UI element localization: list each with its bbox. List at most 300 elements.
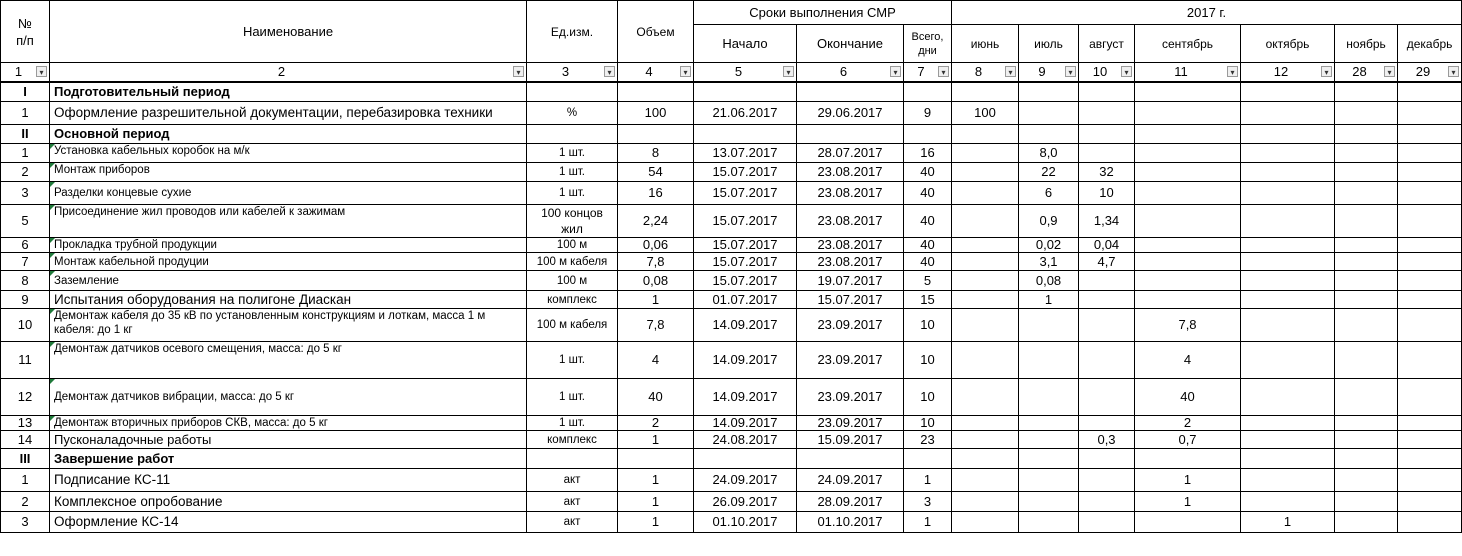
month-value-cell	[1398, 512, 1462, 533]
start-date-cell: 13.07.2017	[694, 144, 797, 163]
unit-cell: комплекс	[527, 431, 618, 449]
month-value-cell	[952, 271, 1019, 291]
month-value-cell	[1398, 163, 1462, 182]
volume-cell: 54	[618, 163, 694, 182]
month-value-cell	[952, 253, 1019, 271]
section-number: II	[1, 125, 50, 144]
days-cell: 40	[904, 253, 952, 271]
days-cell: 10	[904, 379, 952, 416]
month-value-cell	[952, 238, 1019, 253]
month-value-cell	[1241, 238, 1335, 253]
month-value-cell	[952, 342, 1019, 379]
column-number-cell	[797, 63, 904, 82]
filter-dropdown-icon[interactable]: ▾	[1384, 66, 1395, 77]
month-value-cell	[1019, 469, 1079, 492]
month-value-cell	[1241, 492, 1335, 512]
header-year: 2017 г.	[952, 1, 1462, 25]
month-value-cell	[952, 512, 1019, 533]
month-value-cell	[1335, 163, 1398, 182]
empty-cell	[1241, 449, 1335, 469]
month-value-cell	[1135, 238, 1241, 253]
end-date-cell: 19.07.2017	[797, 271, 904, 291]
unit-cell: 1 шт.	[527, 182, 618, 205]
work-name: Оформление разрешительной документации, перебазировка техники	[50, 102, 527, 125]
month-value-cell: 1	[1135, 492, 1241, 512]
end-date-cell: 15.07.2017	[797, 291, 904, 309]
start-date-cell: 14.09.2017	[694, 342, 797, 379]
month-value-cell	[1241, 309, 1335, 342]
month-value-cell: 0,9	[1019, 205, 1079, 238]
header-name: Наименование	[50, 1, 527, 63]
month-value-cell	[952, 492, 1019, 512]
month-value-cell	[1241, 144, 1335, 163]
month-value-cell	[1398, 102, 1462, 125]
month-value-cell	[1398, 416, 1462, 431]
month-value-cell	[1241, 102, 1335, 125]
column-number: 5	[734, 63, 743, 79]
work-name: Прокладка трубной продукции	[50, 238, 527, 253]
filter-dropdown-icon[interactable]: ▾	[1065, 66, 1076, 77]
month-value-cell	[1335, 182, 1398, 205]
month-value-cell	[1335, 144, 1398, 163]
month-value-cell	[1335, 291, 1398, 309]
month-value-cell: 4,7	[1079, 253, 1135, 271]
empty-cell	[1398, 82, 1462, 102]
work-name: Присоединение жил проводов или кабелей к зажимам	[50, 205, 527, 238]
empty-cell	[1079, 82, 1135, 102]
column-number-cell	[1079, 63, 1135, 82]
header-end: Окончание	[797, 25, 904, 63]
volume-cell: 7,8	[618, 253, 694, 271]
filter-dropdown-icon[interactable]: ▾	[604, 66, 615, 77]
header-unit: Ед.изм.	[527, 1, 618, 63]
days-cell: 40	[904, 238, 952, 253]
header-start: Начало	[694, 25, 797, 63]
filter-dropdown-icon[interactable]: ▾	[890, 66, 901, 77]
month-value-cell	[1335, 205, 1398, 238]
work-name: Подписание КС-11	[50, 469, 527, 492]
days-cell: 23	[904, 431, 952, 449]
month-value-cell: 10	[1079, 182, 1135, 205]
filter-dropdown-icon[interactable]: ▾	[1121, 66, 1132, 77]
month-value-cell	[952, 291, 1019, 309]
empty-cell	[1079, 125, 1135, 144]
start-date-cell: 24.08.2017	[694, 431, 797, 449]
start-date-cell: 15.07.2017	[694, 163, 797, 182]
month-value-cell	[1241, 291, 1335, 309]
month-value-cell	[1079, 342, 1135, 379]
column-number: 29	[1415, 63, 1431, 79]
empty-cell	[1135, 82, 1241, 102]
start-date-cell: 14.09.2017	[694, 416, 797, 431]
empty-cell	[797, 82, 904, 102]
empty-cell	[952, 449, 1019, 469]
month-value-cell: 4	[1135, 342, 1241, 379]
end-date-cell: 23.08.2017	[797, 182, 904, 205]
filter-dropdown-icon[interactable]: ▾	[1005, 66, 1016, 77]
empty-cell	[1398, 449, 1462, 469]
table-row	[1, 163, 1462, 182]
month-value-cell	[1019, 512, 1079, 533]
work-name: Разделки концевые сухие	[50, 182, 527, 205]
month-value-cell: 0,3	[1079, 431, 1135, 449]
header-month-october: октябрь	[1241, 25, 1335, 63]
empty-cell	[618, 449, 694, 469]
month-value-cell	[1135, 144, 1241, 163]
empty-cell	[1241, 125, 1335, 144]
row-number: 11	[1, 342, 50, 379]
table-row	[1, 309, 1462, 342]
month-value-cell: 32	[1079, 163, 1135, 182]
month-value-cell: 6	[1019, 182, 1079, 205]
month-value-cell	[1335, 431, 1398, 449]
column-number-cell	[952, 63, 1019, 82]
work-name: Пусконаладочные работы	[50, 431, 527, 449]
work-name: Заземление	[50, 271, 527, 291]
month-value-cell	[1335, 271, 1398, 291]
table-row	[1, 431, 1462, 449]
days-cell: 9	[904, 102, 952, 125]
month-value-cell: 0,02	[1019, 238, 1079, 253]
header-month-august: август	[1079, 25, 1135, 63]
work-name: Оформление КС-14	[50, 512, 527, 533]
unit-cell: 100 м кабеля	[527, 253, 618, 271]
month-value-cell	[1135, 291, 1241, 309]
section-title: Основной период	[50, 125, 527, 144]
column-number: 9	[1038, 63, 1046, 79]
month-value-cell	[1079, 469, 1135, 492]
column-number-cell	[50, 63, 527, 82]
month-value-cell	[1241, 205, 1335, 238]
work-name: Комплексное опробование	[50, 492, 527, 512]
empty-cell	[1019, 449, 1079, 469]
filter-dropdown-icon[interactable]: ▾	[783, 66, 794, 77]
month-value-cell	[1079, 416, 1135, 431]
volume-cell: 16	[618, 182, 694, 205]
row-number: 5	[1, 205, 50, 238]
header-no: № п/п	[1, 1, 50, 63]
month-value-cell	[1335, 469, 1398, 492]
end-date-cell: 23.08.2017	[797, 163, 904, 182]
work-name: Демонтаж датчиков вибрации, масса: до 5 кг	[50, 379, 527, 416]
month-value-cell: 0,04	[1079, 238, 1135, 253]
empty-cell	[904, 125, 952, 144]
end-date-cell: 15.09.2017	[797, 431, 904, 449]
volume-cell: 1	[618, 431, 694, 449]
month-value-cell	[1135, 102, 1241, 125]
month-value-cell	[1241, 469, 1335, 492]
start-date-cell: 01.07.2017	[694, 291, 797, 309]
table-row	[1, 238, 1462, 253]
month-value-cell	[952, 309, 1019, 342]
unit-cell: 1 шт.	[527, 163, 618, 182]
table-row	[1, 182, 1462, 205]
month-value-cell: 3,1	[1019, 253, 1079, 271]
month-value-cell: 40	[1135, 379, 1241, 416]
empty-cell	[1335, 449, 1398, 469]
volume-cell: 2,24	[618, 205, 694, 238]
month-value-cell: 1	[1135, 469, 1241, 492]
month-value-cell: 1	[1019, 291, 1079, 309]
month-value-cell	[1135, 253, 1241, 271]
start-date-cell: 15.07.2017	[694, 271, 797, 291]
table-row	[1, 416, 1462, 431]
empty-cell	[1135, 449, 1241, 469]
work-name: Испытания оборудования на полигоне Диаскан	[50, 291, 527, 309]
column-number-cell	[1335, 63, 1398, 82]
month-value-cell	[1398, 144, 1462, 163]
month-value-cell: 1,34	[1079, 205, 1135, 238]
table-row	[1, 492, 1462, 512]
header-terms: Сроки выполнения СМР	[694, 1, 952, 25]
column-number: 8	[974, 63, 983, 79]
column-number-cell	[1241, 63, 1335, 82]
unit-cell: акт	[527, 469, 618, 492]
header-month-july: июль	[1019, 25, 1079, 63]
column-number-row	[1, 63, 1462, 82]
month-value-cell	[1135, 271, 1241, 291]
table-row	[1, 291, 1462, 309]
empty-cell	[1335, 125, 1398, 144]
month-value-cell	[1398, 309, 1462, 342]
month-value-cell	[1335, 512, 1398, 533]
empty-cell	[527, 449, 618, 469]
month-value-cell	[952, 182, 1019, 205]
end-date-cell: 23.09.2017	[797, 309, 904, 342]
days-cell: 10	[904, 342, 952, 379]
days-cell: 10	[904, 416, 952, 431]
work-name: Установка кабельных коробок на м/к	[50, 144, 527, 163]
unit-cell: 1 шт.	[527, 144, 618, 163]
month-value-cell	[1398, 431, 1462, 449]
month-value-cell	[1079, 492, 1135, 512]
start-date-cell: 01.10.2017	[694, 512, 797, 533]
filter-dropdown-icon[interactable]: ▾	[36, 66, 47, 77]
end-date-cell: 23.09.2017	[797, 416, 904, 431]
empty-cell	[904, 449, 952, 469]
section-row	[1, 125, 1462, 144]
row-number: 3	[1, 512, 50, 533]
row-number: 2	[1, 492, 50, 512]
header-volume: Объем	[618, 1, 694, 63]
column-number: 6	[839, 63, 848, 79]
row-number: 1	[1, 144, 50, 163]
volume-cell: 8	[618, 144, 694, 163]
days-cell: 40	[904, 163, 952, 182]
row-number: 6	[1, 238, 50, 253]
row-number: 14	[1, 431, 50, 449]
section-row	[1, 82, 1462, 102]
row-number: 2	[1, 163, 50, 182]
month-value-cell	[1398, 238, 1462, 253]
column-number: 1	[14, 63, 23, 79]
month-value-cell	[1019, 416, 1079, 431]
work-name: Демонтаж кабеля до 35 кВ по установленным конструкциям и лоткам, масса 1 м кабеля: до 1 кг	[50, 309, 527, 342]
volume-cell: 1	[618, 492, 694, 512]
column-number: 4	[645, 63, 653, 79]
month-value-cell	[1398, 492, 1462, 512]
month-value-cell	[1079, 309, 1135, 342]
table-row	[1, 144, 1462, 163]
table-row	[1, 342, 1462, 379]
month-value-cell	[1398, 469, 1462, 492]
month-value-cell	[1335, 238, 1398, 253]
header-month-november: ноябрь	[1335, 25, 1398, 63]
work-name: Монтаж приборов	[50, 163, 527, 182]
month-value-cell	[1398, 379, 1462, 416]
empty-cell	[618, 82, 694, 102]
month-value-cell	[1241, 431, 1335, 449]
filter-dropdown-icon[interactable]: ▾	[1227, 66, 1238, 77]
month-value-cell: 1	[1241, 512, 1335, 533]
table-row	[1, 253, 1462, 271]
empty-cell	[694, 449, 797, 469]
filter-dropdown-icon[interactable]: ▾	[1448, 66, 1459, 77]
start-date-cell: 15.07.2017	[694, 205, 797, 238]
month-value-cell	[1241, 271, 1335, 291]
volume-cell: 0,06	[618, 238, 694, 253]
empty-cell	[1398, 125, 1462, 144]
column-number: 11	[1174, 63, 1188, 79]
month-value-cell	[1019, 492, 1079, 512]
volume-cell: 40	[618, 379, 694, 416]
month-value-cell	[1398, 253, 1462, 271]
empty-cell	[694, 125, 797, 144]
volume-cell: 4	[618, 342, 694, 379]
empty-cell	[1019, 82, 1079, 102]
days-cell: 10	[904, 309, 952, 342]
end-date-cell: 23.08.2017	[797, 253, 904, 271]
empty-cell	[1335, 82, 1398, 102]
row-number: 13	[1, 416, 50, 431]
empty-cell	[1135, 125, 1241, 144]
row-number: 8	[1, 271, 50, 291]
column-number: 7	[917, 63, 925, 79]
month-value-cell	[1079, 102, 1135, 125]
column-number-cell	[1135, 63, 1241, 82]
month-value-cell	[1135, 163, 1241, 182]
month-value-cell	[952, 205, 1019, 238]
month-value-cell	[952, 379, 1019, 416]
month-value-cell	[1019, 102, 1079, 125]
month-value-cell	[1079, 271, 1135, 291]
month-value-cell	[1241, 182, 1335, 205]
empty-cell	[527, 125, 618, 144]
month-value-cell	[1079, 379, 1135, 416]
month-value-cell	[1335, 416, 1398, 431]
empty-cell	[797, 449, 904, 469]
filter-dropdown-icon[interactable]: ▾	[938, 66, 949, 77]
end-date-cell: 29.06.2017	[797, 102, 904, 125]
volume-cell: 1	[618, 469, 694, 492]
end-date-cell: 24.09.2017	[797, 469, 904, 492]
work-name: Монтаж кабельной продуции	[50, 253, 527, 271]
month-value-cell	[1335, 253, 1398, 271]
table-row	[1, 205, 1462, 238]
unit-cell: 1 шт.	[527, 416, 618, 431]
month-value-cell: 0,7	[1135, 431, 1241, 449]
start-date-cell: 26.09.2017	[694, 492, 797, 512]
column-number: 10	[1092, 63, 1108, 79]
month-value-cell	[952, 416, 1019, 431]
month-value-cell	[1019, 309, 1079, 342]
empty-cell	[527, 82, 618, 102]
unit-cell: 100 м кабеля	[527, 309, 618, 342]
volume-cell: 2	[618, 416, 694, 431]
section-title: Подготовительный период	[50, 82, 527, 102]
header-month-december: декабрь	[1398, 25, 1462, 63]
end-date-cell: 28.09.2017	[797, 492, 904, 512]
unit-cell: %	[527, 102, 618, 125]
month-value-cell: 7,8	[1135, 309, 1241, 342]
unit-cell: 100 м	[527, 271, 618, 291]
month-value-cell: 22	[1019, 163, 1079, 182]
month-value-cell	[952, 469, 1019, 492]
filter-dropdown-icon[interactable]: ▾	[680, 66, 691, 77]
unit-cell: 1 шт.	[527, 379, 618, 416]
month-value-cell	[1019, 342, 1079, 379]
section-row	[1, 449, 1462, 469]
month-value-cell	[1079, 512, 1135, 533]
filter-dropdown-icon[interactable]: ▾	[1321, 66, 1332, 77]
month-value-cell	[1398, 271, 1462, 291]
start-date-cell: 15.07.2017	[694, 182, 797, 205]
unit-cell: 100 м	[527, 238, 618, 253]
month-value-cell	[1335, 379, 1398, 416]
start-date-cell: 21.06.2017	[694, 102, 797, 125]
unit-cell: акт	[527, 492, 618, 512]
section-title: Завершение работ	[50, 449, 527, 469]
row-number: 10	[1, 309, 50, 342]
month-value-cell	[1398, 342, 1462, 379]
empty-cell	[904, 82, 952, 102]
work-name: Демонтаж датчиков осевого смещения, масса: до 5 кг	[50, 342, 527, 379]
days-cell: 40	[904, 182, 952, 205]
filter-dropdown-icon[interactable]: ▾	[513, 66, 524, 77]
month-value-cell	[1135, 182, 1241, 205]
month-value-cell	[1335, 309, 1398, 342]
month-value-cell	[1398, 291, 1462, 309]
section-number: I	[1, 82, 50, 102]
table-row	[1, 271, 1462, 291]
days-cell: 40	[904, 205, 952, 238]
header-month-september: сентябрь	[1135, 25, 1241, 63]
unit-cell: 100 концов жил	[527, 205, 618, 238]
month-value-cell	[1079, 291, 1135, 309]
month-value-cell	[1335, 492, 1398, 512]
days-cell: 5	[904, 271, 952, 291]
month-value-cell	[952, 431, 1019, 449]
volume-cell: 1	[618, 291, 694, 309]
empty-cell	[618, 125, 694, 144]
month-value-cell	[952, 163, 1019, 182]
start-date-cell: 15.07.2017	[694, 253, 797, 271]
start-date-cell: 14.09.2017	[694, 379, 797, 416]
column-number: 3	[561, 63, 570, 79]
unit-cell: комплекс	[527, 291, 618, 309]
month-value-cell	[1398, 182, 1462, 205]
column-number-cell	[904, 63, 952, 82]
days-cell: 1	[904, 469, 952, 492]
column-number: 28	[1352, 63, 1367, 79]
table-row	[1, 469, 1462, 492]
end-date-cell: 01.10.2017	[797, 512, 904, 533]
start-date-cell: 24.09.2017	[694, 469, 797, 492]
volume-cell: 7,8	[618, 309, 694, 342]
table-row	[1, 102, 1462, 125]
month-value-cell	[1135, 512, 1241, 533]
column-number-cell	[1, 63, 50, 82]
